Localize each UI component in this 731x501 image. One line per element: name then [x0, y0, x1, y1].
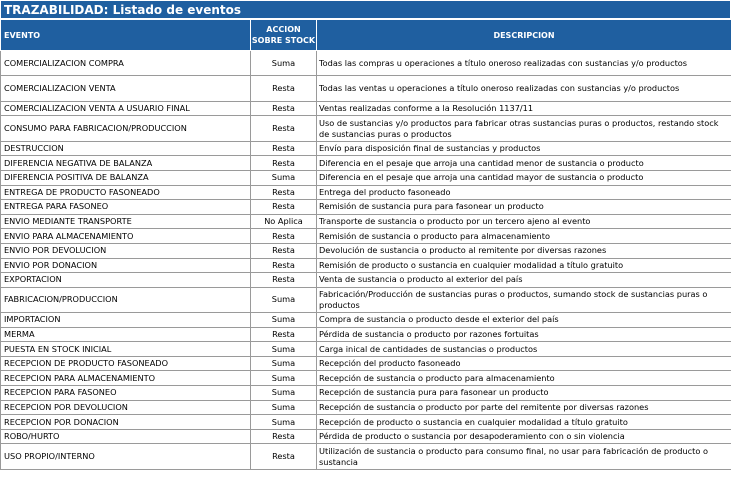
cell-accion: Resta	[251, 229, 317, 244]
cell-accion: Suma	[251, 170, 317, 185]
table-row	[1, 185, 731, 200]
table-row	[1, 356, 731, 371]
table-row	[1, 258, 731, 273]
cell-descripcion: Diferencia en el pesaje que arroja una cantidad mayor de sustancia o producto	[317, 170, 731, 185]
cell-evento: MERMA	[1, 327, 251, 342]
cell-evento: RECEPCION PARA ALMACENAMIENTO	[1, 371, 251, 386]
cell-descripcion: Utilización de sustancia o producto para consumo final, no usar para fabricación de producto o sustancia	[317, 444, 731, 469]
cell-accion: Suma	[251, 313, 317, 328]
cell-evento: COMERCIALIZACION VENTA	[1, 76, 251, 101]
cell-evento: RECEPCION PARA FASONEO	[1, 386, 251, 401]
table-row	[1, 229, 731, 244]
cell-evento: COMERCIALIZACION VENTA A USUARIO FINAL	[1, 101, 251, 116]
cell-accion: Resta	[251, 76, 317, 101]
cell-descripcion: Devolución de sustancia o producto al remitente por diversas razones	[317, 243, 731, 258]
table-row	[1, 386, 731, 401]
table-row	[1, 116, 731, 141]
cell-evento: ENVIO PARA ALMACENAMIENTO	[1, 229, 251, 244]
cell-evento: ENVIO POR DEVOLUCION	[1, 243, 251, 258]
cell-descripcion: Venta de sustancia o producto al exterior del país	[317, 273, 731, 288]
cell-evento: ENVIO POR DONACION	[1, 258, 251, 273]
cell-accion: No Aplica	[251, 214, 317, 229]
cell-accion: Resta	[251, 156, 317, 171]
table-row	[1, 243, 731, 258]
cell-accion: Suma	[251, 342, 317, 357]
cell-evento: DESTRUCCION	[1, 141, 251, 156]
cell-descripcion: Remisión de producto o sustancia en cualquier modalidad a título gratuito	[317, 258, 731, 273]
table-row	[1, 200, 731, 215]
cell-descripcion: Recepción de sustancia o producto por parte del remitente por diversas razones	[317, 400, 731, 415]
cell-accion: Resta	[251, 258, 317, 273]
table-row	[1, 400, 731, 415]
cell-evento: ENTREGA DE PRODUCTO FASONEADO	[1, 185, 251, 200]
cell-evento: ENTREGA PARA FASONEO	[1, 200, 251, 215]
cell-descripcion: Pérdida de sustancia o producto por razones fortuitas	[317, 327, 731, 342]
sheet-title: TRAZABILIDAD: Listado de eventos	[0, 0, 731, 19]
cell-descripcion: Diferencia en el pesaje que arroja una cantidad menor de sustancia o producto	[317, 156, 731, 171]
cell-descripcion: Recepción de sustancia pura para fasonear un producto	[317, 386, 731, 401]
table-body	[1, 51, 731, 470]
cell-accion: Suma	[251, 371, 317, 386]
table-row	[1, 371, 731, 386]
cell-accion: Suma	[251, 356, 317, 371]
cell-accion: Resta	[251, 116, 317, 141]
cell-evento: ROBO/HURTO	[1, 429, 251, 444]
table-row	[1, 170, 731, 185]
cell-accion: Resta	[251, 101, 317, 116]
cell-descripcion: Compra de sustancia o producto desde el exterior del país	[317, 313, 731, 328]
cell-descripcion: Entrega del producto fasoneado	[317, 185, 731, 200]
cell-accion: Resta	[251, 273, 317, 288]
cell-evento: PUESTA EN STOCK INICIAL	[1, 342, 251, 357]
table-row	[1, 76, 731, 101]
table-row	[1, 327, 731, 342]
cell-descripcion: Ventas realizadas conforme a la Resolución 1137/11	[317, 101, 731, 116]
cell-evento: USO PROPIO/INTERNO	[1, 444, 251, 469]
cell-accion: Suma	[251, 386, 317, 401]
header-evento: EVENTO	[1, 20, 251, 51]
cell-evento: FABRICACION/PRODUCCION	[1, 287, 251, 312]
cell-accion: Suma	[251, 51, 317, 76]
cell-accion: Resta	[251, 141, 317, 156]
cell-accion: Suma	[251, 400, 317, 415]
cell-accion: Suma	[251, 287, 317, 312]
cell-evento: ENVIO MEDIANTE TRANSPORTE	[1, 214, 251, 229]
cell-evento: IMPORTACION	[1, 313, 251, 328]
table-row	[1, 429, 731, 444]
cell-accion: Resta	[251, 444, 317, 469]
cell-accion: Resta	[251, 327, 317, 342]
header-descripcion: DESCRIPCION	[317, 20, 731, 51]
cell-accion: Suma	[251, 415, 317, 430]
cell-descripcion: Carga inical de cantidades de sustancias o productos	[317, 342, 731, 357]
table-row	[1, 444, 731, 469]
table-row	[1, 415, 731, 430]
header-row	[1, 20, 731, 51]
table-row	[1, 101, 731, 116]
cell-evento: COMERCIALIZACION COMPRA	[1, 51, 251, 76]
cell-descripcion: Pérdida de producto o sustancia por desapoderamiento con o sin violencia	[317, 429, 731, 444]
cell-evento: EXPORTACION	[1, 273, 251, 288]
cell-descripcion: Uso de sustancias y/o productos para fabricar otras sustancias puras o productos, restando stock de sustancias puras o productos	[317, 116, 731, 141]
events-table	[0, 19, 731, 470]
table-row	[1, 342, 731, 357]
cell-descripcion: Envío para disposición final de sustancias y productos	[317, 141, 731, 156]
table-row	[1, 156, 731, 171]
table-row	[1, 214, 731, 229]
cell-descripcion: Recepción de sustancia o producto para almacenamiento	[317, 371, 731, 386]
table-row	[1, 141, 731, 156]
cell-evento: CONSUMO PARA FABRICACION/PRODUCCION	[1, 116, 251, 141]
cell-descripcion: Transporte de sustancia o producto por un tercero ajeno al evento	[317, 214, 731, 229]
cell-evento: RECEPCION POR DEVOLUCION	[1, 400, 251, 415]
cell-accion: Resta	[251, 200, 317, 215]
cell-descripcion: Todas las compras u operaciones a título oneroso realizadas con sustancias y/o productos	[317, 51, 731, 76]
cell-descripcion: Fabricación/Producción de sustancias puras o productos, sumando stock de sustancias puras o productos	[317, 287, 731, 312]
table-row	[1, 287, 731, 312]
header-accion: ACCION SOBRE STOCK	[251, 20, 317, 51]
cell-accion: Resta	[251, 243, 317, 258]
table-row	[1, 51, 731, 76]
cell-descripcion: Remisión de sustancia pura para fasonear un producto	[317, 200, 731, 215]
cell-descripcion: Todas las ventas u operaciones a título oneroso realizadas con sustancias y/o productos	[317, 76, 731, 101]
cell-descripcion: Recepción de producto o sustancia en cualquier modalidad a título gratuito	[317, 415, 731, 430]
cell-evento: RECEPCION POR DONACION	[1, 415, 251, 430]
cell-accion: Resta	[251, 185, 317, 200]
table-row	[1, 273, 731, 288]
cell-descripcion: Recepción del producto fasoneado	[317, 356, 731, 371]
cell-evento: DIFERENCIA NEGATIVA DE BALANZA	[1, 156, 251, 171]
cell-evento: RECEPCION DE PRODUCTO FASONEADO	[1, 356, 251, 371]
cell-descripcion: Remisión de sustancia o producto para almacenamiento	[317, 229, 731, 244]
cell-accion: Resta	[251, 429, 317, 444]
cell-evento: DIFERENCIA POSITIVA DE BALANZA	[1, 170, 251, 185]
table-row	[1, 313, 731, 328]
